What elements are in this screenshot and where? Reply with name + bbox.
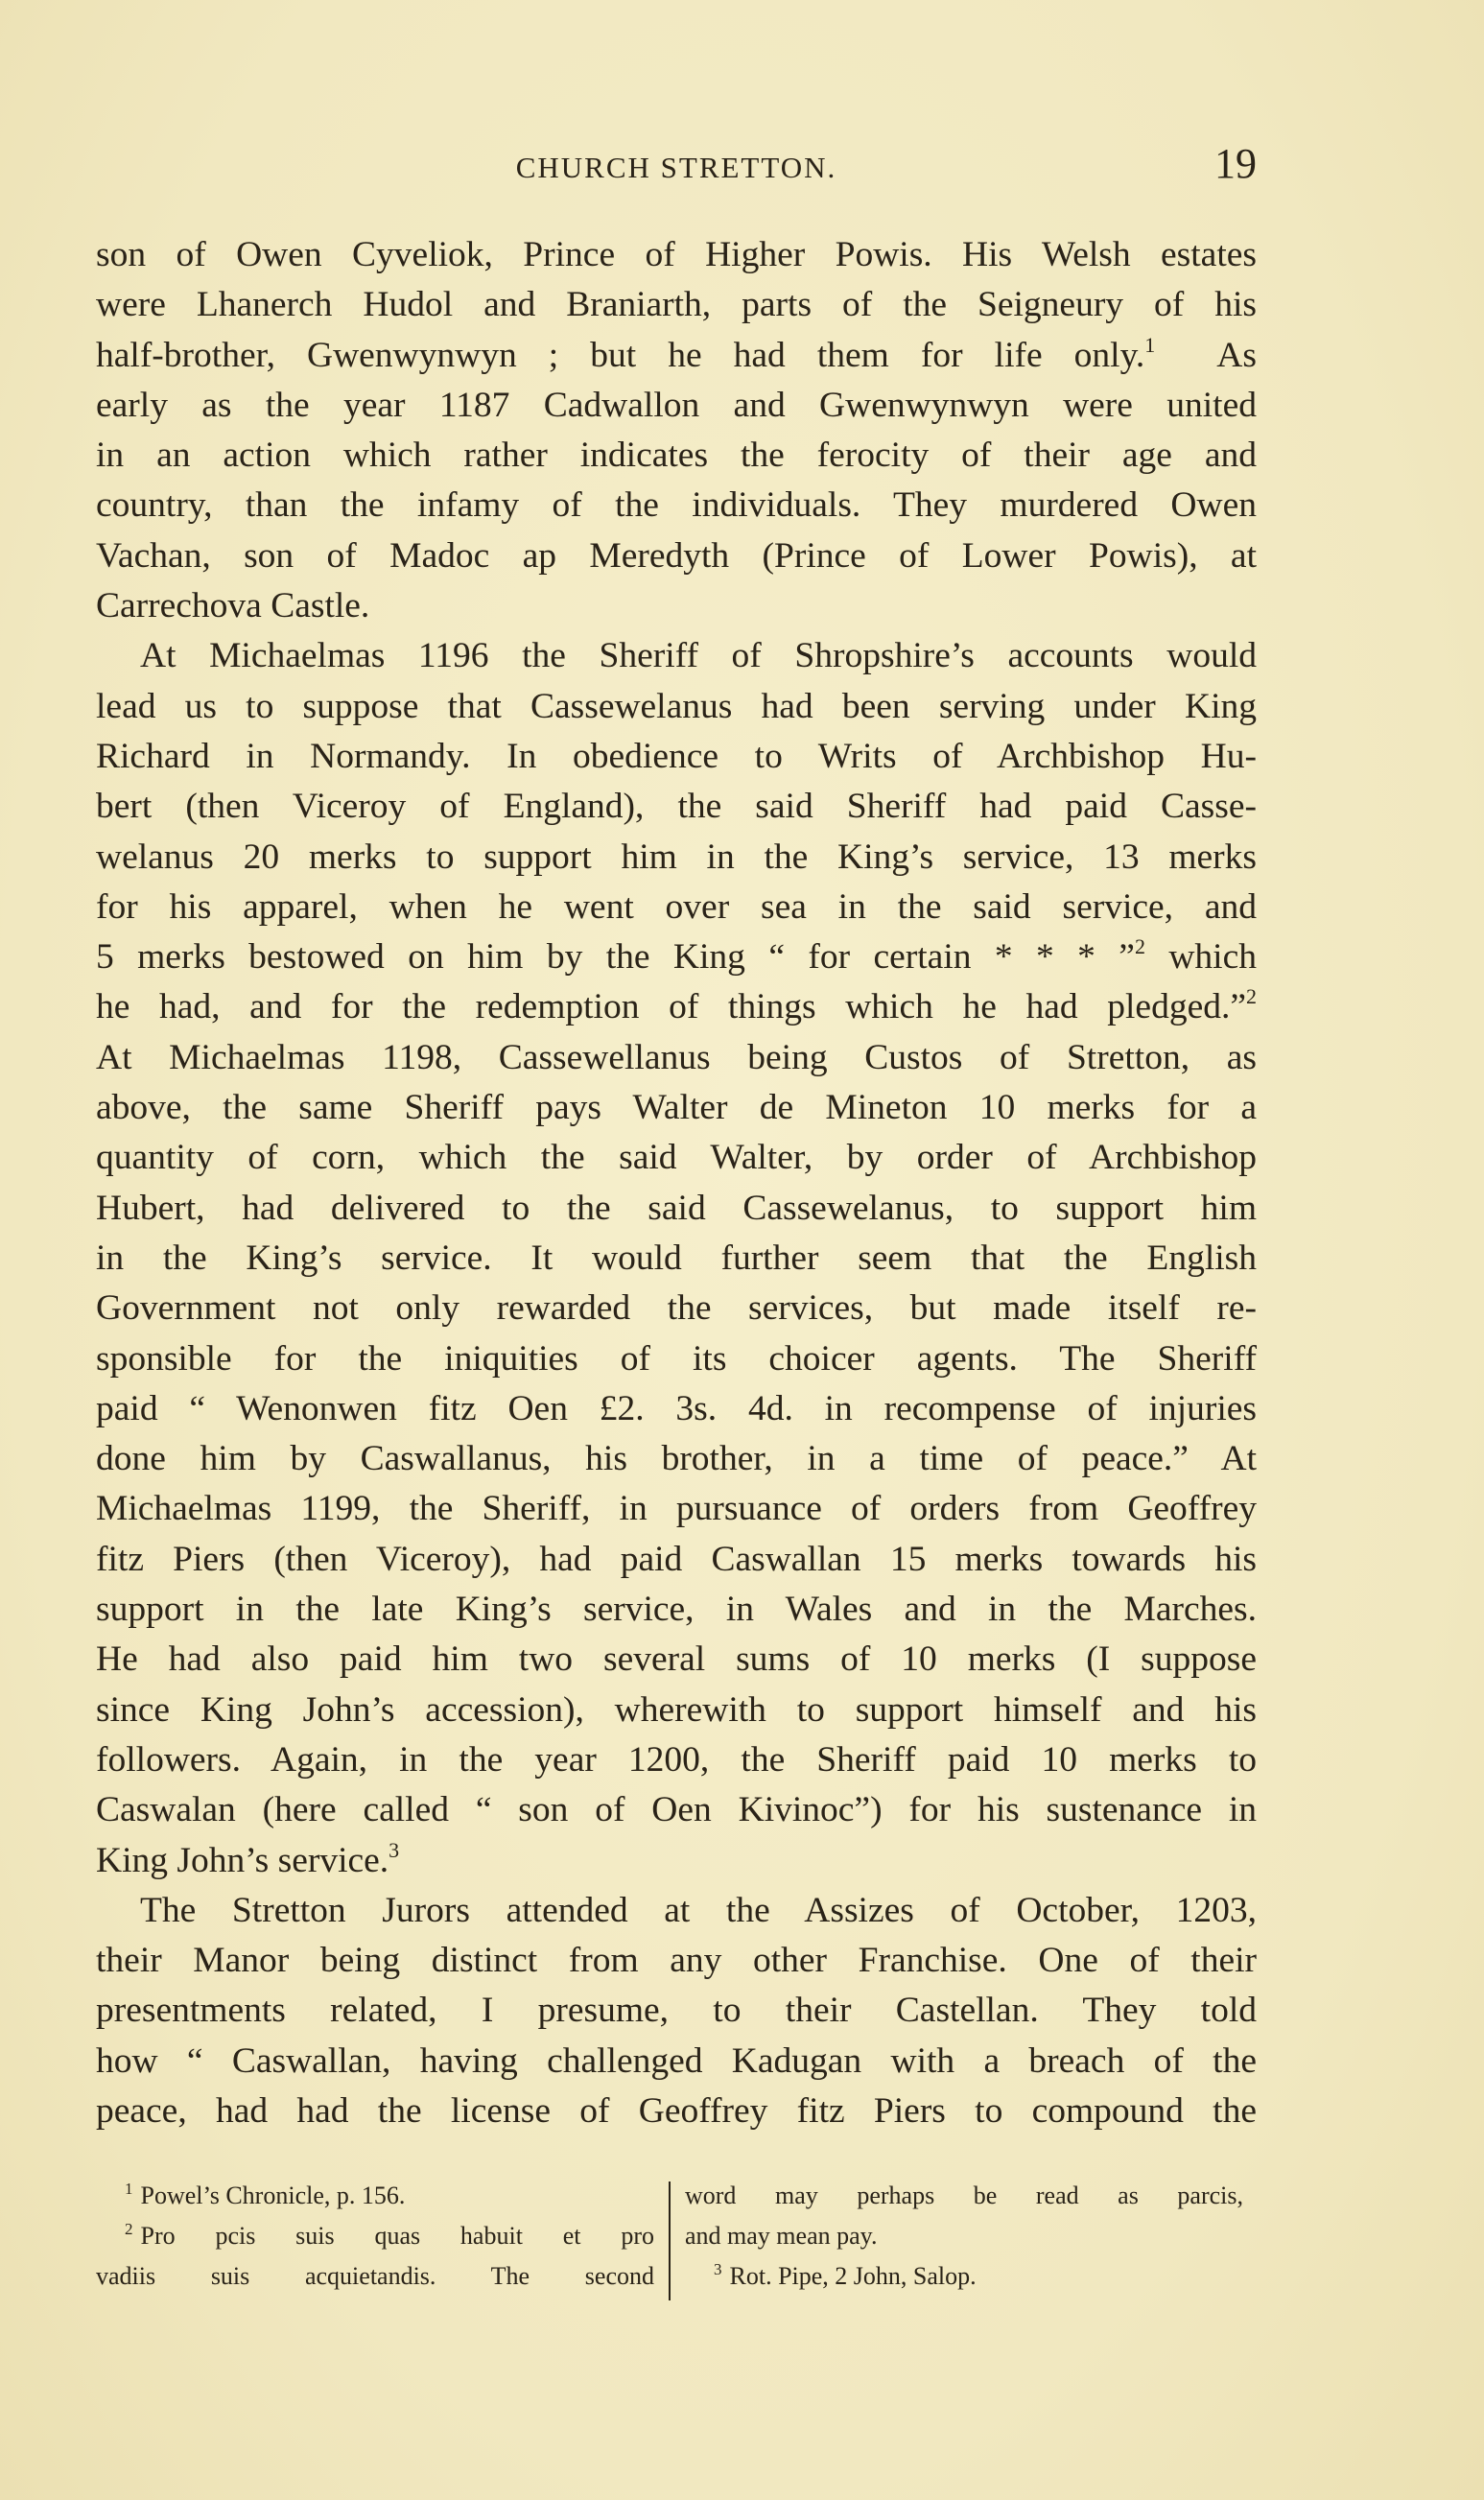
text-line — [96, 2037, 1257, 2087]
text-line-content: followers. Again, in the year 1200, the Sheriff paid 10 merks to — [96, 1739, 1257, 1780]
text-line — [96, 1484, 1257, 1534]
text-line-content: in an action which rather indicates the ferocity of their age and — [96, 436, 1257, 476]
footnote-reference: 1 — [1144, 332, 1156, 357]
text-line — [96, 982, 1257, 1032]
text-line — [96, 381, 1257, 431]
text-line-content: early as the year 1187 Cadwallon and Gwenwynwyn were united — [96, 385, 1257, 425]
footnote-line — [685, 2216, 1243, 2256]
text-line-content: Government not only rewarded the services, but made itself re- — [96, 1288, 1257, 1329]
text-line-content: Vachan, son of Madoc ap Meredyth (Prince of Lower Powis), at — [96, 535, 1257, 576]
footnotes-right-column — [685, 2176, 1243, 2297]
text-line-content: above, the same Sheriff pays Walter de Mineton 10 merks for a — [96, 1088, 1257, 1128]
text-line — [96, 1083, 1257, 1133]
text-line-content: quantity of corn, which the said Walter, by order of Archbishop — [96, 1138, 1257, 1178]
text-line — [96, 2087, 1257, 2136]
text-line — [96, 481, 1257, 531]
footnote-line — [96, 2256, 654, 2297]
running-title: CHURCH STRETTON. — [515, 151, 837, 184]
text-line — [96, 1785, 1257, 1835]
footnote-text: word may perhaps be read as parcis, — [685, 2182, 1243, 2209]
text-line — [96, 1535, 1257, 1585]
text-line — [96, 1735, 1257, 1785]
body-text — [96, 230, 1257, 2136]
footnote-number: 1 — [125, 2180, 133, 2198]
text-line-content: support in the late King’s service, in Wales and in the Marches. — [96, 1590, 1257, 1630]
text-line — [96, 631, 1257, 681]
text-line-content: King John’s service. — [96, 1840, 389, 1880]
text-line — [96, 1986, 1257, 2036]
text-line — [96, 1234, 1257, 1284]
text-line — [96, 1284, 1257, 1333]
footnote-text: Rot. Pipe, 2 John, Salop. — [729, 2262, 977, 2290]
text-line-content: He had also paid him two several sums of 10 merks (I suppose — [96, 1639, 1257, 1680]
text-line — [96, 1585, 1257, 1635]
text-line-content: half-brother, Gwenwynwyn ; but he had them for life only. — [96, 335, 1145, 375]
footnote-text: Powel’s Chronicle, p. 156. — [140, 2182, 406, 2209]
footnote-number: 3 — [714, 2260, 722, 2278]
footnote-line — [685, 2256, 1243, 2297]
footnote-reference: 2 — [1134, 934, 1145, 959]
text-line-content: Caswalan (here called “ son of Oen Kivinoc”) for his sustenance in — [96, 1790, 1257, 1830]
text-line — [96, 732, 1257, 782]
text-line — [96, 331, 1257, 381]
text-line-content: welanus 20 merks to support him in the King’s service, 13 merks — [96, 837, 1257, 877]
footnote-line — [96, 2216, 654, 2256]
text-line — [96, 932, 1257, 982]
text-line-content: The Stretton Jurors attended at the Assizes of October, 1203, — [140, 1890, 1257, 1930]
text-line-content: since King John’s accession), wherewith to support himself and his — [96, 1689, 1257, 1730]
text-line — [96, 531, 1257, 581]
text-line-content: Michaelmas 1199, the Sheriff, in pursuance of orders from Geoffrey — [96, 1489, 1257, 1529]
text-line-content: Richard in Normandy. In obedience to Writs of Archbishop Hu- — [96, 736, 1257, 776]
text-line-content: At Michaelmas 1196 the Sheriff of Shropshire’s accounts would — [140, 636, 1257, 676]
footnote-reference: 2 — [1246, 984, 1257, 1009]
text-line-content: paid “ Wenonwen fitz Oen £2. 3s. 4d. in recompense of injuries — [96, 1388, 1257, 1428]
text-line-content: Carrechova Castle. — [96, 586, 370, 626]
text-line — [96, 431, 1257, 481]
text-line — [96, 1033, 1257, 1083]
text-line — [96, 1635, 1257, 1685]
text-line — [96, 782, 1257, 832]
text-line-content: At Michaelmas 1198, Cassewellanus being Custos of Stretton, as — [96, 1037, 1257, 1077]
text-line — [96, 1836, 1257, 1886]
text-line-continuation: As — [1155, 335, 1257, 375]
page-number: 19 — [1214, 140, 1257, 187]
text-line — [96, 1434, 1257, 1484]
text-line — [96, 883, 1257, 932]
footnote-column-divider — [669, 2182, 671, 2300]
text-line — [96, 1334, 1257, 1384]
text-line — [96, 1886, 1257, 1936]
text-line-content: bert (then Viceroy of England), the said Sheriff had paid Casse- — [96, 787, 1257, 827]
text-line-content: 5 merks bestowed on him by the King “ for certain * * * ” — [96, 937, 1135, 978]
footnote-number: 2 — [125, 2220, 133, 2238]
footnote-text: Pro pcis suis quas habuit et pro — [140, 2222, 654, 2250]
text-line — [96, 833, 1257, 883]
text-line-content: presentments related, I presume, to their Castellan. They told — [96, 1991, 1257, 2031]
text-line — [96, 581, 1257, 631]
text-line — [96, 230, 1257, 280]
footnote-line — [685, 2176, 1243, 2216]
text-line-content: fitz Piers (then Viceroy), had paid Caswallan 15 merks towards his — [96, 1539, 1257, 1579]
text-line-content: for his apparel, when he went over sea in the said service, and — [96, 886, 1257, 927]
text-line-content: done him by Caswallanus, his brother, in a time of peace.” At — [96, 1439, 1257, 1479]
text-line-content: lead us to suppose that Cassewelanus had been serving under King — [96, 686, 1257, 726]
text-line-content: Hubert, had delivered to the said Cassewelanus, to support him — [96, 1188, 1257, 1228]
text-line — [96, 682, 1257, 732]
text-line — [96, 280, 1257, 330]
footnote-text: vadiis suis acquietandis. The second — [96, 2262, 654, 2290]
footnote-line — [96, 2176, 654, 2216]
text-line-content: how “ Caswallan, having challenged Kadugan with a breach of the — [96, 2040, 1257, 2081]
page-header — [96, 139, 1257, 197]
text-line-content: in the King’s service. It would further seem that the English — [96, 1238, 1257, 1278]
text-line-continuation: which — [1144, 937, 1257, 978]
text-line-content: were Lhanerch Hudol and Braniarth, parts of the Seigneury of his — [96, 285, 1257, 325]
footnote-text: and may mean pay. — [685, 2222, 878, 2250]
text-line-content: son of Owen Cyveliok, Prince of Higher Powis. His Welsh estates — [96, 235, 1257, 274]
text-line — [96, 1133, 1257, 1183]
text-line — [96, 1184, 1257, 1234]
text-line-content: country, than the infamy of the individuals. They murdered Owen — [96, 485, 1257, 526]
text-line-content: peace, had had the license of Geoffrey fitz Piers to compound the — [96, 2090, 1257, 2131]
text-line — [96, 1384, 1257, 1434]
text-line-content: their Manor being distinct from any other Franchise. One of their — [96, 1941, 1257, 1981]
text-line-content: he had, and for the redemption of things which he had pledged.” — [96, 987, 1246, 1027]
text-line — [96, 1936, 1257, 1986]
text-line — [96, 1686, 1257, 1735]
text-line-content: sponsible for the iniquities of its choicer agents. The Sheriff — [96, 1338, 1257, 1379]
footnotes-left-column — [96, 2176, 654, 2297]
footnote-reference: 3 — [389, 1837, 400, 1862]
